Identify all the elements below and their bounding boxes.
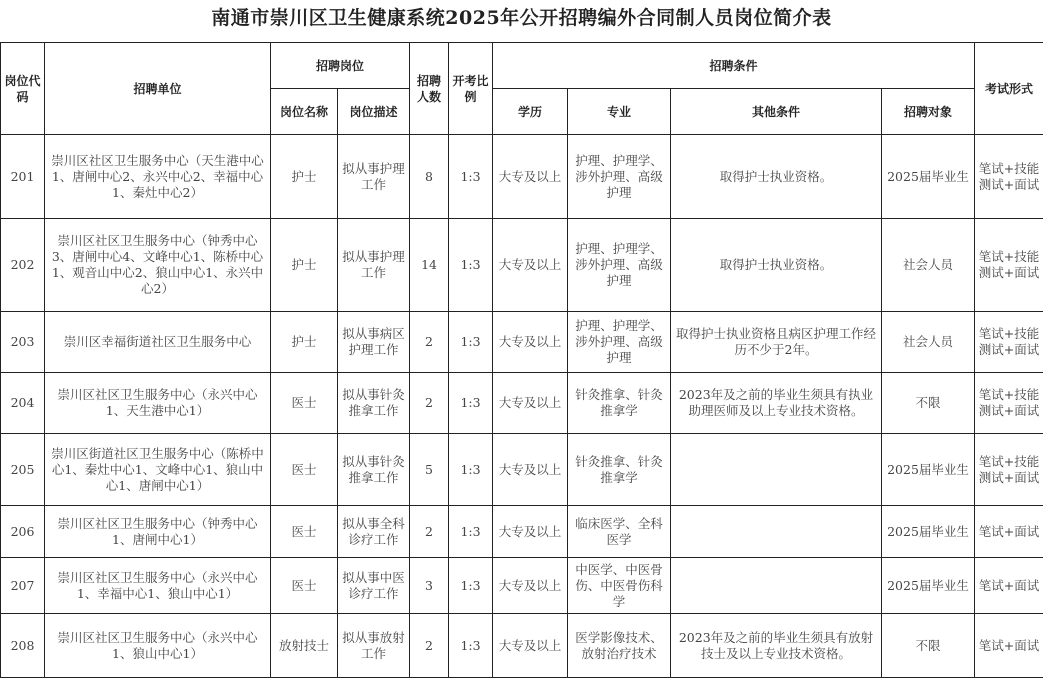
- cell-ratio: 1:3: [449, 506, 493, 558]
- cell-desc: 拟从事放射工作: [338, 614, 410, 678]
- cell-name: 医士: [271, 506, 338, 558]
- cell-other: 取得护士执业资格且病区护理工作经历不少于2年。: [671, 312, 882, 373]
- header-other: 其他条件: [671, 89, 882, 135]
- header-position-name: 岗位名称: [271, 89, 338, 135]
- header-target: 招聘对象: [882, 89, 975, 135]
- cell-target: 2025届毕业生: [882, 506, 975, 558]
- cell-count: 5: [410, 434, 449, 506]
- table-row: [1, 373, 1043, 434]
- cell-major: 护理、护理学、涉外护理、高级护理: [568, 219, 671, 312]
- cell-other: 2023年及之前的毕业生须具有放射技士及以上专业技术资格。: [671, 614, 882, 678]
- cell-education: 大专及以上: [493, 614, 568, 678]
- cell-major: 临床医学、全科医学: [568, 506, 671, 558]
- cell-unit: 崇川区社区卫生服务中心（永兴中心1、狼山中心1）: [45, 614, 271, 678]
- cell-code: 201: [1, 135, 45, 219]
- cell-desc: 拟从事病区护理工作: [338, 312, 410, 373]
- cell-code: 202: [1, 219, 45, 312]
- cell-code: 203: [1, 312, 45, 373]
- cell-major: 护理、护理学、涉外护理、高级护理: [568, 135, 671, 219]
- cell-ratio: 1:3: [449, 558, 493, 614]
- cell-code: 208: [1, 614, 45, 678]
- cell-ratio: 1:3: [449, 614, 493, 678]
- header-code: 岗位代码: [1, 43, 45, 135]
- cell-count: 2: [410, 312, 449, 373]
- cell-target: 2025届毕业生: [882, 558, 975, 614]
- cell-name: 护士: [271, 135, 338, 219]
- table-row: [1, 219, 1043, 312]
- cell-unit: 崇川区幸福街道社区卫生服务中心: [45, 312, 271, 373]
- cell-ratio: 1:3: [449, 312, 493, 373]
- table-row: [1, 312, 1043, 373]
- cell-major: 中医学、中医骨伤、中医骨伤科学: [568, 558, 671, 614]
- header-major: 专业: [568, 89, 671, 135]
- cell-other: 取得护士执业资格。: [671, 135, 882, 219]
- cell-target: 不限: [882, 373, 975, 434]
- cell-target: 2025届毕业生: [882, 434, 975, 506]
- header-conditions: 招聘条件: [493, 43, 975, 89]
- cell-unit: 崇川区社区卫生服务中心（钟秀中心3、唐闸中心4、文峰中心1、陈桥中心1、观音山中心2、狼山中心1、永兴中心2）: [45, 219, 271, 312]
- cell-ratio: 1:3: [449, 373, 493, 434]
- cell-exam: 笔试+技能测试+面试: [975, 434, 1043, 506]
- header-exam: 考试形式: [975, 43, 1043, 135]
- cell-education: 大专及以上: [493, 219, 568, 312]
- cell-major: 针灸推拿、针灸推拿学: [568, 373, 671, 434]
- cell-ratio: 1:3: [449, 135, 493, 219]
- header-position-desc: 岗位描述: [338, 89, 410, 135]
- cell-name: 护士: [271, 312, 338, 373]
- cell-target: 2025届毕业生: [882, 135, 975, 219]
- cell-ratio: 1:3: [449, 219, 493, 312]
- positions-table: [0, 42, 1043, 678]
- cell-other: [671, 434, 882, 506]
- cell-count: 14: [410, 219, 449, 312]
- cell-desc: 拟从事针灸推拿工作: [338, 434, 410, 506]
- cell-education: 大专及以上: [493, 506, 568, 558]
- cell-name: 医士: [271, 373, 338, 434]
- cell-exam: 笔试+面试: [975, 614, 1043, 678]
- cell-education: 大专及以上: [493, 558, 568, 614]
- cell-major: 护理、护理学、涉外护理、高级护理: [568, 312, 671, 373]
- table-body: [1, 135, 1043, 678]
- cell-name: 放射技士: [271, 614, 338, 678]
- header-education: 学历: [493, 89, 568, 135]
- header-count: 招聘人数: [410, 43, 449, 135]
- cell-code: 205: [1, 434, 45, 506]
- cell-count: 3: [410, 558, 449, 614]
- cell-other: [671, 558, 882, 614]
- cell-code: 204: [1, 373, 45, 434]
- cell-desc: 拟从事护理工作: [338, 219, 410, 312]
- table-row: [1, 614, 1043, 678]
- cell-unit: 崇川区街道社区卫生服务中心（陈桥中心1、秦灶中心1、文峰中心1、狼山中心1、唐闸中心1）: [45, 434, 271, 506]
- cell-count: 2: [410, 373, 449, 434]
- table-row: [1, 135, 1043, 219]
- cell-education: 大专及以上: [493, 434, 568, 506]
- cell-major: 针灸推拿、针灸推拿学: [568, 434, 671, 506]
- cell-target: 社会人员: [882, 312, 975, 373]
- cell-desc: 拟从事针灸推拿工作: [338, 373, 410, 434]
- cell-education: 大专及以上: [493, 312, 568, 373]
- cell-count: 2: [410, 614, 449, 678]
- cell-count: 8: [410, 135, 449, 219]
- cell-target: 不限: [882, 614, 975, 678]
- cell-major: 医学影像技术、放射治疗技术: [568, 614, 671, 678]
- cell-unit: 崇川区社区卫生服务中心（天生港中心1、唐闸中心2、永兴中心2、幸福中心1、秦灶中心2）: [45, 135, 271, 219]
- cell-name: 医士: [271, 558, 338, 614]
- cell-exam: 笔试+技能测试+面试: [975, 219, 1043, 312]
- cell-education: 大专及以上: [493, 135, 568, 219]
- table-row: [1, 506, 1043, 558]
- cell-count: 2: [410, 506, 449, 558]
- cell-desc: 拟从事全科诊疗工作: [338, 506, 410, 558]
- cell-code: 206: [1, 506, 45, 558]
- cell-exam: 笔试+技能测试+面试: [975, 373, 1043, 434]
- cell-unit: 崇川区社区卫生服务中心（永兴中心1、幸福中心1、狼山中心1）: [45, 558, 271, 614]
- cell-other: 2023年及之前的毕业生须具有执业助理医师及以上专业技术资格。: [671, 373, 882, 434]
- document-title: 南通市崇川区卫生健康系统2025年公开招聘编外合同制人员岗位简介表: [211, 7, 832, 29]
- table-row: [1, 558, 1043, 614]
- cell-desc: 拟从事护理工作: [338, 135, 410, 219]
- cell-target: 社会人员: [882, 219, 975, 312]
- table-row: [1, 434, 1043, 506]
- cell-code: 207: [1, 558, 45, 614]
- cell-other: 取得护士执业资格。: [671, 219, 882, 312]
- header-unit: 招聘单位: [45, 43, 271, 135]
- cell-education: 大专及以上: [493, 373, 568, 434]
- header-ratio: 开考比例: [449, 43, 493, 135]
- cell-exam: 笔试+技能测试+面试: [975, 135, 1043, 219]
- cell-exam: 笔试+技能测试+面试: [975, 312, 1043, 373]
- cell-name: 医士: [271, 434, 338, 506]
- cell-desc: 拟从事中医诊疗工作: [338, 558, 410, 614]
- cell-exam: 笔试+面试: [975, 506, 1043, 558]
- cell-unit: 崇川区社区卫生服务中心（钟秀中心1、唐闸中心1）: [45, 506, 271, 558]
- header-position: 招聘岗位: [271, 43, 410, 89]
- cell-unit: 崇川区社区卫生服务中心（永兴中心1、天生港中心1）: [45, 373, 271, 434]
- cell-exam: 笔试+面试: [975, 558, 1043, 614]
- cell-name: 护士: [271, 219, 338, 312]
- cell-other: [671, 506, 882, 558]
- cell-ratio: 1:3: [449, 434, 493, 506]
